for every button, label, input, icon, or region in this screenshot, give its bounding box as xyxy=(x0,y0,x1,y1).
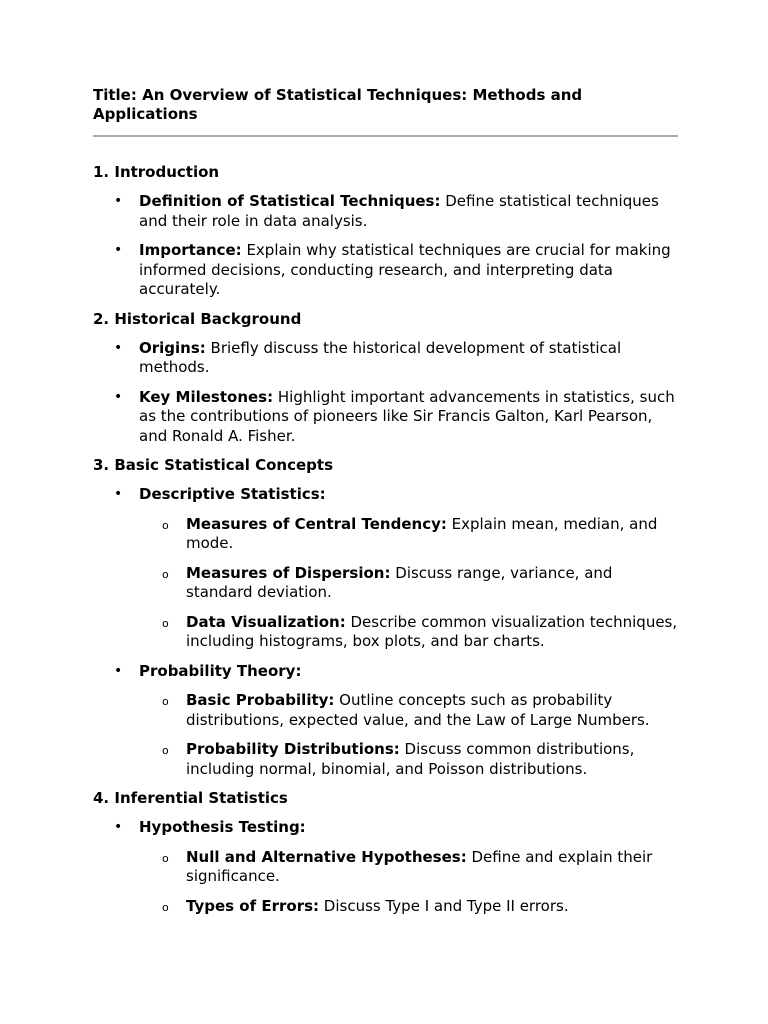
bullet-circle-icon: o xyxy=(162,851,169,865)
outline xyxy=(93,163,678,916)
bullet-dot-icon: • xyxy=(114,486,123,502)
bullet-list xyxy=(93,485,678,779)
bullet-circle-icon: o xyxy=(162,744,169,757)
item-text: Briefly discuss the historical development of statistical methods. xyxy=(139,338,622,376)
item-text: Highlight important advancements in statistics, such as the contributions of pioneers like Sir Francis Galton, Karl Pearson, and Ronald A. Fisher. xyxy=(139,387,675,445)
outline-section xyxy=(93,310,678,447)
list-item xyxy=(93,818,678,838)
list-item xyxy=(93,192,678,231)
sub-list-item xyxy=(93,613,678,652)
subitem-term: Basic Probability: xyxy=(186,691,335,709)
item-term: Importance: xyxy=(139,241,242,259)
sub-list-item xyxy=(93,564,678,603)
subitem-text: Describe common visualization techniques, including histograms, box plots, and bar charts. xyxy=(186,612,678,650)
bullet-dot-icon: • xyxy=(114,339,123,356)
bullet-dot-icon: • xyxy=(114,193,123,209)
subitem-text: Define and explain their significance. xyxy=(186,847,653,885)
outline-section xyxy=(93,163,678,300)
list-item xyxy=(93,485,678,505)
subitem-text: Discuss common distributions, including normal, binomial, and Poisson distributions. xyxy=(186,740,635,778)
bullet-list xyxy=(93,339,678,447)
bullet-circle-icon: o xyxy=(162,616,169,630)
bullet-dot-icon: • xyxy=(114,388,123,405)
sub-list-item xyxy=(93,897,678,917)
bullet-dot-icon: • xyxy=(114,662,123,679)
subitem-term: Null and Alternative Hypotheses: xyxy=(186,847,467,866)
bullet-list xyxy=(93,192,678,300)
list-item xyxy=(93,339,678,378)
item-term: Origins: xyxy=(139,338,206,357)
subitem-term: Types of Errors: xyxy=(186,896,320,915)
item-text: Explain why statistical techniques are crucial for making informed decisions, conducting research, and interpreting data accurately. xyxy=(139,241,671,298)
subitem-term: Measures of Central Tendency: xyxy=(186,514,447,533)
subitem-term: Data Visualization: xyxy=(186,612,346,631)
bullet-circle-icon: o xyxy=(162,518,169,532)
section-heading: 3. Basic Statistical Concepts xyxy=(93,456,334,474)
sub-list-item xyxy=(93,515,678,554)
sub-list-item xyxy=(93,740,678,779)
title-divider xyxy=(93,135,678,137)
item-term: Descriptive Statistics: xyxy=(139,485,326,503)
bullet-circle-icon: o xyxy=(162,900,169,914)
section-heading: 1. Introduction xyxy=(93,163,220,181)
bullet-circle-icon: o xyxy=(162,567,169,581)
item-term: Definition of Statistical Techniques: xyxy=(139,192,441,210)
outline-section xyxy=(93,789,678,916)
document-title: Title: An Overview of Statistical Techniques: Methods and Applications xyxy=(93,86,583,123)
section-heading: 2. Historical Background xyxy=(93,309,302,328)
document-body xyxy=(93,86,678,926)
list-item xyxy=(93,662,678,682)
sub-list-item xyxy=(93,691,678,730)
bullet-circle-icon: o xyxy=(162,695,169,708)
sub-list-item xyxy=(93,848,678,887)
bullet-dot-icon: • xyxy=(114,819,123,835)
outline-section xyxy=(93,456,678,779)
subitem-term: Probability Distributions: xyxy=(186,740,400,758)
bullet-dot-icon: • xyxy=(114,242,123,258)
section-heading: 4. Inferential Statistics xyxy=(93,789,288,807)
item-term: Key Milestones: xyxy=(139,387,274,406)
list-item xyxy=(93,241,678,300)
subitem-text: Discuss Type I and Type II errors. xyxy=(319,896,569,915)
item-text: Define statistical techniques and their role in data analysis. xyxy=(139,192,659,230)
subitem-text: Discuss range, variance, and standard deviation. xyxy=(186,563,613,601)
list-item xyxy=(93,388,678,447)
item-term: Probability Theory: xyxy=(139,661,302,680)
subitem-text: Explain mean, median, and mode. xyxy=(186,514,658,552)
subitem-text: Outline concepts such as probability distributions, expected value, and the Law of Large Numbers. xyxy=(186,691,650,729)
item-term: Hypothesis Testing: xyxy=(139,818,306,836)
bullet-list xyxy=(93,818,678,916)
subitem-term: Measures of Dispersion: xyxy=(186,563,391,582)
